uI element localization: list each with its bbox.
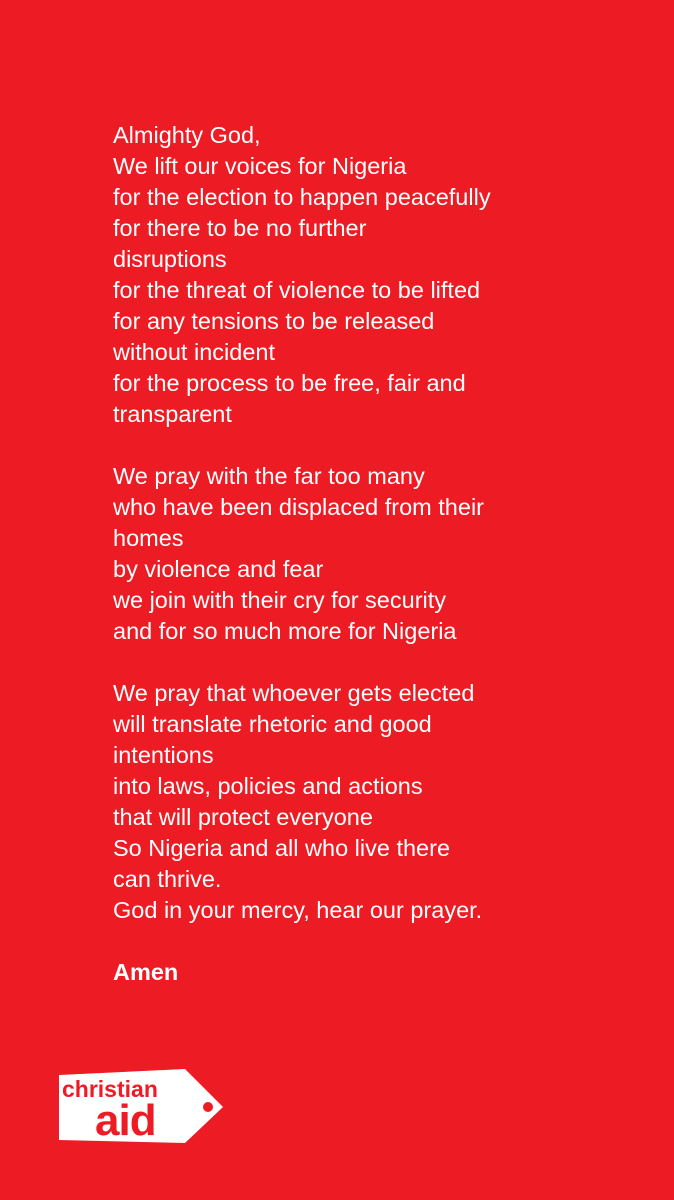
prayer-line: can thrive. bbox=[113, 866, 222, 892]
prayer-line: into laws, policies and actions bbox=[113, 773, 423, 799]
prayer-line: Almighty God, bbox=[113, 122, 261, 148]
prayer-line: will translate rhetoric and good bbox=[113, 711, 432, 737]
prayer-line: and for so much more for Nigeria bbox=[113, 618, 457, 644]
prayer-line: God in your mercy, hear our prayer. bbox=[113, 897, 483, 923]
prayer-line: We pray with the far too many bbox=[113, 463, 425, 489]
stanza-2 bbox=[113, 461, 653, 647]
prayer-line: homes bbox=[113, 525, 184, 551]
prayer-line: for the process to be free, fair and bbox=[113, 370, 466, 396]
prayer-text bbox=[113, 120, 653, 988]
logo-text-aid: aid bbox=[95, 1096, 156, 1145]
christian-aid-logo bbox=[59, 1069, 227, 1145]
prayer-line: disruptions bbox=[113, 246, 227, 272]
prayer-line: for the election to happen peacefully bbox=[113, 184, 491, 210]
prayer-line: for the threat of violence to be lifted bbox=[113, 277, 481, 303]
prayer-line: We lift our voices for Nigeria bbox=[113, 153, 407, 179]
stanza-3 bbox=[113, 678, 653, 926]
stanza-1 bbox=[113, 120, 653, 430]
prayer-closing: Amen bbox=[113, 959, 179, 985]
prayer-line: So Nigeria and all who live there bbox=[113, 835, 451, 861]
prayer-line: who have been displaced from their bbox=[113, 494, 484, 520]
logo-tag-hole bbox=[203, 1102, 213, 1112]
prayer-line: intentions bbox=[113, 742, 214, 768]
prayer-line: without incident bbox=[113, 339, 275, 365]
prayer-line: for there to be no further bbox=[113, 215, 367, 241]
prayer-line: We pray that whoever gets elected bbox=[113, 680, 475, 706]
logo-text-christian: christian bbox=[62, 1076, 158, 1102]
prayer-line: for any tensions to be released bbox=[113, 308, 435, 334]
prayer-line: transparent bbox=[113, 401, 232, 427]
prayer-line: by violence and fear bbox=[113, 556, 324, 582]
prayer-line: we join with their cry for security bbox=[113, 587, 447, 613]
prayer-line: that will protect everyone bbox=[113, 804, 373, 830]
